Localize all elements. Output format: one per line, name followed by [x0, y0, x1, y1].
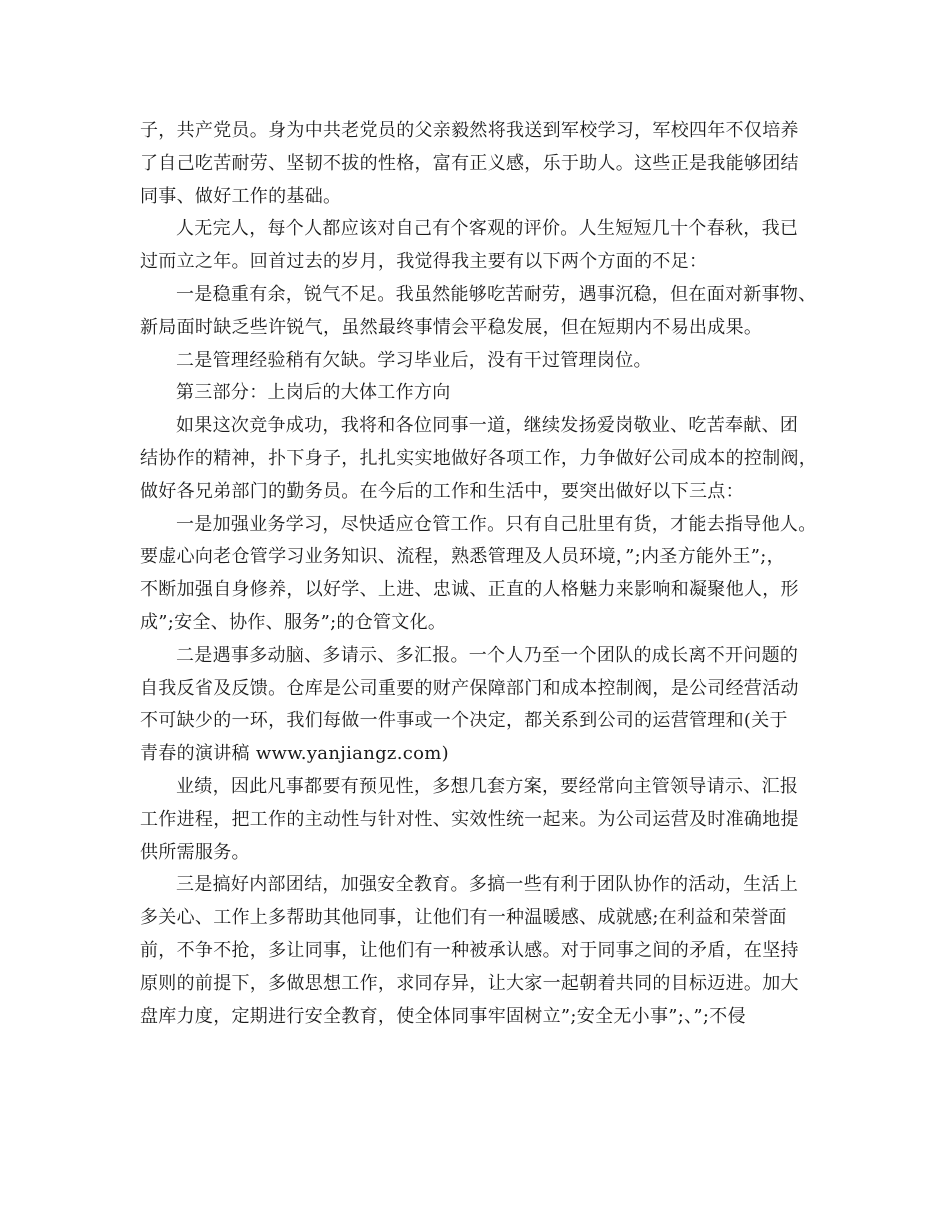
- text-line: 结协作的精神，扑下身子，扎扎实实地做好各项工作，力争做好公司成本的控制阀，: [140, 447, 818, 469]
- text-line: 第三部分：上岗后的大体工作方向: [176, 382, 451, 404]
- text-line: 新局面时缺乏些许锐气，虽然最终事情会平稳发展，但在短期内不易出成果。: [140, 316, 763, 338]
- text-line: 如果这次竞争成功，我将和各位同事一道，继续发扬爱岗敬业、吃苦奉献、团: [176, 415, 799, 437]
- text-line: 多关心、工作上多帮助其他同事，让他们有一种温暖感、成就感;在利益和荣誉面: [140, 907, 787, 929]
- text-line: 一是加强业务学习，尽快适应仓管工作。只有自己肚里有货，才能去指导他人。: [176, 513, 817, 535]
- text-line: 业绩，因此凡事都要有预见性，多想几套方案，要经常向主管领导请示、汇报: [176, 775, 799, 797]
- text-line: 原则的前提下，多做思想工作，求同存异，让大家一起朝着共同的目标迈进。加大: [140, 972, 799, 994]
- text-line: 前，不争不抢，多让同事，让他们有一种被承认感。对于同事之间的矛盾，在坚持: [140, 939, 799, 961]
- text-line: 做好各兄弟部门的勤务员。在今后的工作和生活中，要突出做好以下三点：: [140, 480, 744, 502]
- text-line: 自我反省及反馈。仓库是公司重要的财产保障部门和成本控制阀，是公司经营活动: [140, 677, 799, 699]
- text-line: 同事、做好工作的基础。: [140, 185, 342, 207]
- text-line: 成”;安全、协作、服务”;的仓管文化。: [140, 611, 447, 633]
- text-line: 工作进程，把工作的主动性与针对性、实效性统一起来。为公司运营及时准确地提: [140, 808, 799, 830]
- text-line: 二是遇事多动脑、多请示、多汇报。一个人乃至一个团队的成长离不开问题的: [176, 644, 799, 666]
- text-line: 不可缺少的一环，我们每做一件事或一个决定，都关系到公司的运营管理和(关于: [140, 710, 788, 732]
- document-body: [140, 115, 825, 1033]
- text-line: 供所需服务。: [140, 841, 250, 863]
- text-line: 子，共产党员。身为中共老党员的父亲毅然将我送到军校学习，军校四年不仅培养: [140, 120, 799, 141]
- text-line: 人无完人，每个人都应该对自己有个客观的评价。人生短短几十个春秋，我已: [176, 218, 799, 240]
- text-line: 要虚心向老仓管学习业务知识、流程，熟悉管理及人员环境，”;内圣方能外王”;，: [140, 546, 785, 568]
- text-line: 三是搞好内部团结，加强安全教育。多搞一些有利于团队协作的活动，生活上: [176, 874, 799, 896]
- text-line: 二是管理经验稍有欠缺。学习毕业后，没有干过管理岗位。: [176, 349, 652, 371]
- text-line: 了自己吃苦耐劳、坚韧不拔的性格，富有正义感，乐于助人。这些正是我能够团结: [140, 152, 799, 174]
- text-line: 青春的演讲稿 www.yanjiangz.com): [140, 743, 449, 765]
- text-line: 过而立之年。回首过去的岁月，我觉得我主要有以下两个方面的不足：: [140, 251, 708, 273]
- text-line: 一是稳重有余，锐气不足。我虽然能够吃苦耐劳，遇事沉稳，但在面对新事物、: [176, 283, 817, 305]
- text-line: 盘库力度，定期进行安全教育，使全体同事牢固树立”;安全无小事”;、”;不侵: [140, 1005, 746, 1027]
- text-line: 不断加强自身修养，以好学、上进、忠诚、正直的人格魅力来影响和凝聚他人，形: [140, 579, 799, 601]
